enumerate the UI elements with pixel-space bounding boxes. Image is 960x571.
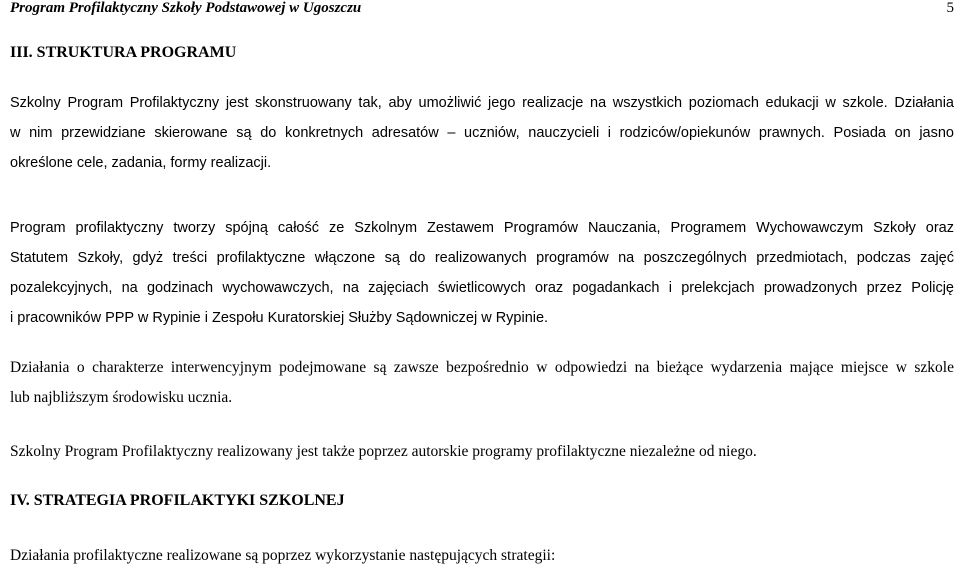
- paragraph-line: pozalekcyjnych, na godzinach wychowawczych, na zajęciach świetlicowych oraz pogadankach i prelekcjach prowadzonych przez Policję: [10, 280, 954, 296]
- page-number: 5: [946, 0, 954, 16]
- paragraph-line: i pracowników PPP w Rypinie i Zespołu Kuratorskiej Służby Sądowniczej w Rypinie.: [10, 310, 549, 326]
- paragraph-interventions: [10, 353, 954, 413]
- section-heading-strategy: IV. STRATEGIA PROFILAKTYKI SZKOLNEJ: [10, 492, 345, 509]
- paragraph-line: w nim przewidziane skierowane są do konkretnych adresatów – uczniów, nauczycieli i rodziców/opiekunów prawnych. Posiada on jasno: [10, 125, 954, 141]
- header-title: Program Profilaktyczny Szkoły Podstawowej w Ugoszczu: [10, 0, 362, 16]
- paragraph-line: Działania o charakterze interwencyjnym podejmowane są zawsze bezpośrednio w odpowiedzi na bieżące wydarzenia mające miejsce w szkole: [10, 359, 954, 376]
- paragraph-line: Działania profilaktyczne realizowane są poprzez wykorzystanie następujących strategii:: [10, 547, 556, 564]
- paragraph-program-scope: [10, 213, 954, 333]
- paragraph-line: Szkolny Program Profilaktyczny realizowany jest także poprzez autorskie programy profilaktyczne niezależne od niego.: [10, 443, 757, 460]
- paragraph-line: Program profilaktyczny tworzy spójną całość ze Szkolnym Zestawem Programów Nauczania, Programem Wychowawczym Szkoły oraz: [10, 220, 954, 236]
- paragraph-line: lub najbliższym środowisku ucznia.: [10, 389, 233, 406]
- paragraph-line: Szkolny Program Profilaktyczny jest skonstruowany tak, aby umożliwić jego realizacje na wszystkich poziomach edukacji w szkole. Działania: [10, 95, 954, 111]
- paragraph-author-programs: [10, 437, 954, 467]
- section-heading-structure: III. STRUKTURA PROGRAMU: [10, 44, 237, 61]
- paragraph-structure: [10, 88, 954, 178]
- page-header: [10, 0, 954, 20]
- paragraph-line: określone cele, zadania, formy realizacji.: [10, 155, 272, 171]
- paragraph-line: Statutem Szkoły, gdyż treści profilaktyczne włączone są do realizowanych programów na poszczególnych przedmiotach, podczas zajęć: [10, 250, 954, 266]
